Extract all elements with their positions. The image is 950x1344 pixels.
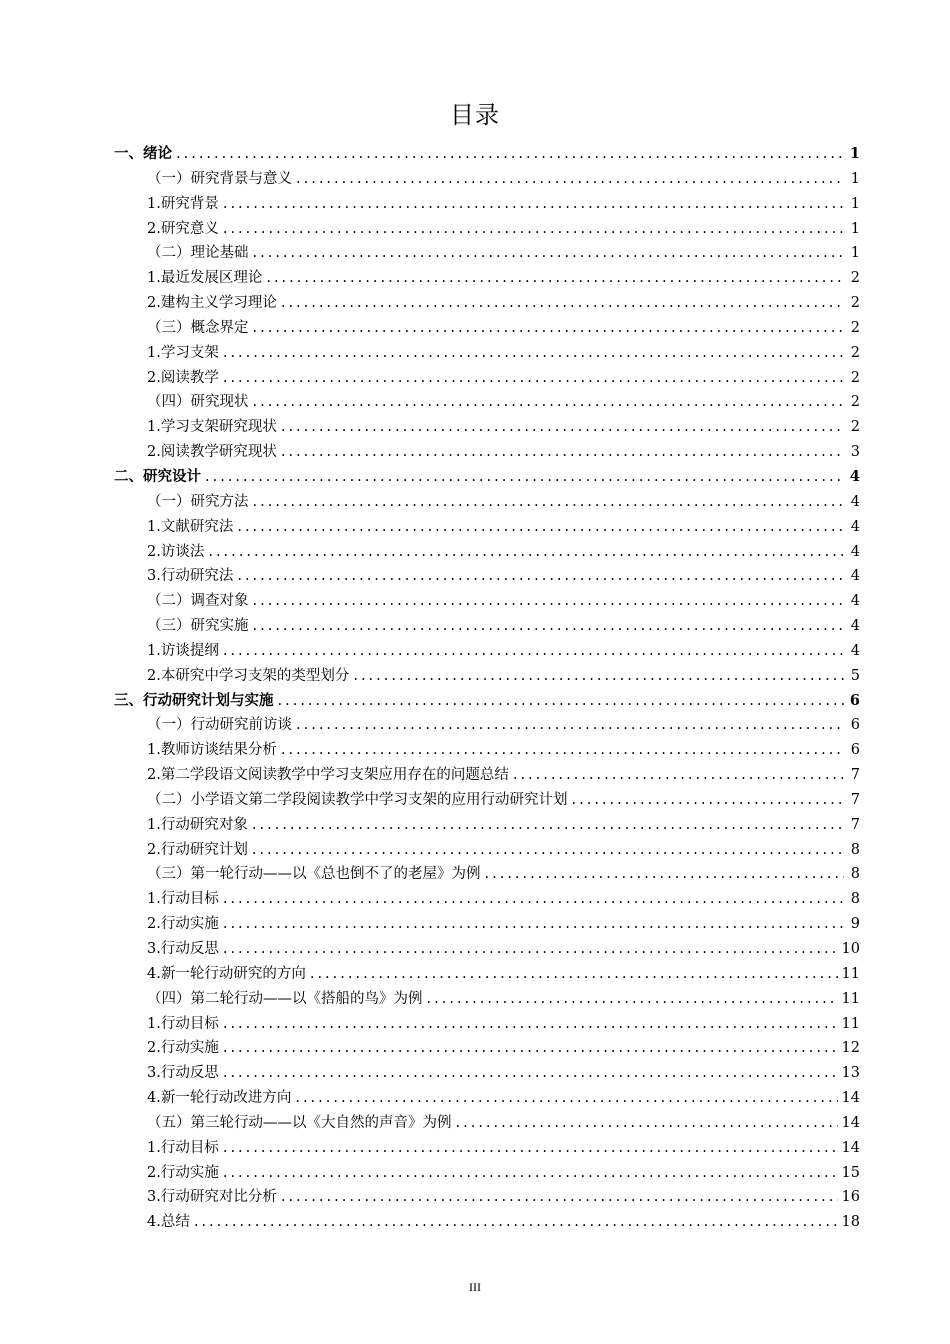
toc-leader-dots bbox=[485, 862, 845, 887]
toc-entry-page: 4 bbox=[850, 493, 860, 510]
toc-leader-dots bbox=[253, 390, 845, 415]
toc-entry[interactable] bbox=[114, 912, 860, 937]
toc-entry-page: 7 bbox=[850, 791, 860, 808]
toc-entry-title: 3.行动研究法 bbox=[147, 568, 234, 585]
toc-entry[interactable] bbox=[114, 987, 860, 1012]
toc-entry[interactable] bbox=[114, 291, 860, 316]
toc-entry-page: 4 bbox=[850, 642, 860, 659]
toc-entry-title: 2.阅读教学研究现状 bbox=[147, 444, 277, 461]
toc-entry-title: 2.行动实施 bbox=[147, 1164, 219, 1181]
toc-entry-page: 16 bbox=[841, 1189, 860, 1206]
toc-entry-title: 3.行动研究对比分析 bbox=[147, 1189, 277, 1206]
toc-leader-dots bbox=[237, 515, 844, 540]
toc-leader-dots bbox=[253, 316, 845, 341]
toc-entry-title: （一）研究背景与意义 bbox=[147, 170, 292, 187]
toc-entry[interactable] bbox=[114, 639, 860, 664]
toc-entry-page: 11 bbox=[841, 990, 860, 1007]
toc-entry-page: 4 bbox=[850, 618, 860, 635]
toc-leader-dots bbox=[223, 341, 844, 366]
toc-entry[interactable] bbox=[114, 962, 860, 987]
toc-entry[interactable] bbox=[114, 1210, 860, 1235]
toc-entry-title: 2.行动研究计划 bbox=[147, 841, 248, 858]
toc-entry-page: 12 bbox=[841, 1040, 860, 1057]
toc-entry-title: （二）理论基础 bbox=[147, 245, 249, 262]
toc-entry[interactable] bbox=[114, 838, 860, 863]
toc-entry[interactable] bbox=[114, 415, 860, 440]
toc-entry-page: 2 bbox=[850, 394, 860, 411]
toc-leader-dots bbox=[310, 962, 838, 987]
toc-entry-page: 15 bbox=[841, 1164, 860, 1181]
toc-entry[interactable] bbox=[114, 167, 860, 192]
toc-leader-dots bbox=[253, 490, 845, 515]
toc-leader-dots bbox=[223, 887, 844, 912]
toc-leader-dots bbox=[223, 639, 844, 664]
toc-leader-dots bbox=[176, 142, 844, 167]
toc-entry-page: 7 bbox=[850, 816, 860, 833]
toc-entry-page: 3 bbox=[850, 444, 860, 461]
toc-entry[interactable] bbox=[114, 614, 860, 639]
toc-entry-page: 6 bbox=[850, 742, 860, 759]
toc-entry-page: 4 bbox=[850, 543, 860, 560]
toc-entry-page: 1 bbox=[850, 170, 860, 187]
toc-entry-title: 2.研究意义 bbox=[147, 220, 219, 237]
toc-entry[interactable] bbox=[114, 540, 860, 565]
toc-entry[interactable] bbox=[114, 515, 860, 540]
toc-entry-title: （四）研究现状 bbox=[147, 394, 249, 411]
toc-leader-dots bbox=[223, 1036, 838, 1061]
toc-entry[interactable] bbox=[114, 1086, 860, 1111]
toc-entry-title: 二、研究设计 bbox=[114, 467, 201, 485]
toc-entry-page: 1 bbox=[850, 245, 860, 262]
toc-leader-dots bbox=[572, 788, 845, 813]
toc-entry-title: （三）第一轮行动——以《总也倒不了的老屋》为例 bbox=[147, 866, 481, 883]
toc-entry-page: 9 bbox=[850, 916, 860, 933]
toc-entry-title: （五）第三轮行动——以《大自然的声音》为例 bbox=[147, 1114, 452, 1131]
toc-entry[interactable] bbox=[114, 366, 860, 391]
toc-entry-title: 1.学习支架研究现状 bbox=[147, 419, 277, 436]
toc-leader-dots bbox=[223, 192, 844, 217]
toc-entry-page: 8 bbox=[850, 841, 860, 858]
toc-entry[interactable] bbox=[114, 788, 860, 813]
toc-entry[interactable] bbox=[114, 266, 860, 291]
toc-leader-dots bbox=[252, 813, 844, 838]
toc-entry-page: 4 bbox=[850, 593, 860, 610]
toc-entry-page: 7 bbox=[850, 767, 860, 784]
toc-entry-title: 3.行动反思 bbox=[147, 1065, 219, 1082]
toc-entry-page: 6 bbox=[850, 717, 860, 734]
toc-leader-dots bbox=[223, 1061, 838, 1086]
toc-leader-dots bbox=[223, 1012, 838, 1037]
toc-entry-page: 4 bbox=[850, 568, 860, 585]
toc-entry-title: 1.研究背景 bbox=[147, 195, 219, 212]
toc-leader-dots bbox=[252, 838, 844, 863]
toc-entry-title: （二）小学语文第二学段阅读教学中学习支架的应用行动研究计划 bbox=[147, 791, 568, 808]
toc-leader-dots bbox=[208, 540, 844, 565]
toc-entry[interactable] bbox=[114, 713, 860, 738]
toc-leader-dots bbox=[223, 1161, 838, 1186]
toc-entry-title: 4.新一轮行动研究的方向 bbox=[147, 965, 306, 982]
toc-entry-page: 4 bbox=[849, 467, 860, 485]
toc-entry-page: 8 bbox=[850, 866, 860, 883]
toc-entry-title: 1.学习支架 bbox=[147, 344, 219, 361]
toc-entry-page: 1 bbox=[850, 220, 860, 237]
toc-entry-title: 2.行动实施 bbox=[147, 916, 219, 933]
toc-entry-title: 1.行动目标 bbox=[147, 1139, 219, 1156]
toc-entry-page: 14 bbox=[841, 1139, 860, 1156]
toc-leader-dots bbox=[281, 415, 844, 440]
toc-entry-title: （三）研究实施 bbox=[147, 618, 249, 635]
toc-entry[interactable] bbox=[114, 440, 860, 465]
toc-entry[interactable] bbox=[114, 142, 860, 167]
toc-leader-dots bbox=[353, 664, 844, 689]
toc-entry[interactable] bbox=[114, 937, 860, 962]
toc-entry-page: 10 bbox=[841, 941, 860, 957]
toc-entry-page: 2 bbox=[850, 369, 860, 386]
toc-entry-title: （三）概念界定 bbox=[147, 319, 249, 336]
toc-leader-dots bbox=[223, 366, 844, 391]
toc-entry-title: 1.访谈提纲 bbox=[147, 642, 219, 659]
toc-leader-dots bbox=[513, 763, 844, 788]
toc-leader-dots bbox=[456, 1111, 838, 1136]
toc-entry-page: 4 bbox=[850, 518, 860, 535]
toc-entry-page: 13 bbox=[841, 1065, 860, 1082]
toc-leader-dots bbox=[295, 1086, 837, 1111]
table-of-contents bbox=[114, 142, 860, 1235]
toc-leader-dots bbox=[266, 266, 844, 291]
toc-entry-title: 2.访谈法 bbox=[147, 543, 205, 560]
toc-leader-dots bbox=[223, 912, 844, 937]
toc-entry[interactable] bbox=[114, 465, 860, 490]
toc-leader-dots bbox=[427, 987, 838, 1012]
toc-entry-title: 4.总结 bbox=[147, 1214, 190, 1231]
toc-entry-page: 5 bbox=[850, 667, 860, 684]
toc-leader-dots bbox=[253, 589, 845, 614]
page-title: 目录 bbox=[450, 101, 500, 129]
toc-entry[interactable] bbox=[114, 664, 860, 689]
toc-entry-title: （一）研究方法 bbox=[147, 493, 249, 510]
toc-entry[interactable] bbox=[114, 564, 860, 589]
toc-entry[interactable] bbox=[114, 1185, 860, 1210]
toc-leader-dots bbox=[253, 614, 845, 639]
toc-leader-dots bbox=[223, 1136, 838, 1161]
toc-leader-dots bbox=[281, 440, 844, 465]
toc-entry-page: 18 bbox=[841, 1214, 860, 1231]
toc-entry-title: 2.第二学段语文阅读教学中学习支架应用存在的问题总结 bbox=[147, 767, 509, 784]
toc-entry[interactable] bbox=[114, 390, 860, 415]
toc-entry-page: 1 bbox=[850, 195, 860, 212]
toc-leader-dots bbox=[253, 241, 845, 266]
toc-entry[interactable] bbox=[114, 763, 860, 788]
toc-entry-title: 2.建构主义学习理论 bbox=[147, 295, 277, 312]
toc-entry-title: 4.新一轮行动改进方向 bbox=[147, 1090, 292, 1107]
toc-entry-title: （二）调查对象 bbox=[147, 593, 249, 610]
toc-entry-title: 1.行动研究对象 bbox=[147, 816, 248, 833]
toc-entry[interactable] bbox=[114, 192, 860, 217]
toc-entry-title: 1.行动目标 bbox=[147, 891, 219, 908]
toc-entry[interactable] bbox=[114, 1161, 860, 1186]
toc-entry-page: 2 bbox=[850, 419, 860, 436]
toc-entry-title: 3.行动反思 bbox=[147, 941, 219, 957]
toc-entry-title: 2.行动实施 bbox=[147, 1040, 219, 1057]
toc-entry[interactable] bbox=[114, 1012, 860, 1037]
toc-leader-dots bbox=[281, 291, 844, 316]
toc-entry-page: 6 bbox=[849, 691, 860, 709]
toc-entry-title: 2.本研究中学习支架的类型划分 bbox=[147, 667, 350, 684]
toc-entry-page: 11 bbox=[841, 1015, 860, 1032]
toc-entry[interactable] bbox=[114, 1136, 860, 1161]
toc-leader-dots bbox=[205, 465, 844, 490]
toc-leader-dots bbox=[223, 217, 844, 242]
toc-entry[interactable] bbox=[114, 316, 860, 341]
page-number: III bbox=[469, 1280, 481, 1294]
toc-entry[interactable] bbox=[114, 813, 860, 838]
toc-entry-page: 2 bbox=[850, 270, 860, 287]
toc-entry[interactable] bbox=[114, 341, 860, 366]
toc-entry-title: 1.行动目标 bbox=[147, 1015, 219, 1032]
toc-leader-dots bbox=[281, 738, 844, 763]
toc-entry[interactable] bbox=[114, 217, 860, 242]
toc-entry[interactable] bbox=[114, 241, 860, 266]
toc-entry[interactable] bbox=[114, 490, 860, 515]
toc-entry[interactable] bbox=[114, 1061, 860, 1086]
toc-entry[interactable] bbox=[114, 1111, 860, 1136]
toc-entry-title: 1.文献研究法 bbox=[147, 518, 234, 535]
toc-leader-dots bbox=[194, 1210, 838, 1235]
toc-entry-title: 1.最近发展区理论 bbox=[147, 270, 263, 287]
toc-entry-title: 一、绪论 bbox=[114, 145, 172, 162]
toc-entry-page: 11 bbox=[841, 965, 860, 982]
toc-entry-page: 14 bbox=[841, 1090, 860, 1107]
toc-entry[interactable] bbox=[114, 1036, 860, 1061]
toc-entry-page: 8 bbox=[850, 891, 860, 908]
toc-entry-page: 2 bbox=[850, 344, 860, 361]
toc-entry-page: 2 bbox=[850, 319, 860, 336]
toc-entry-title: （一）行动研究前访谈 bbox=[147, 717, 292, 734]
toc-leader-dots bbox=[278, 689, 845, 714]
toc-leader-dots bbox=[237, 564, 844, 589]
toc-entry[interactable] bbox=[114, 887, 860, 912]
toc-entry-title: 1.教师访谈结果分析 bbox=[147, 742, 277, 759]
toc-leader-dots bbox=[223, 937, 838, 962]
toc-entry-page: 1 bbox=[849, 145, 860, 162]
toc-entry[interactable] bbox=[114, 738, 860, 763]
toc-entry-page: 2 bbox=[850, 295, 860, 312]
toc-entry[interactable] bbox=[114, 689, 860, 714]
toc-entry-title: 2.阅读教学 bbox=[147, 369, 219, 386]
toc-leader-dots bbox=[281, 1185, 838, 1210]
toc-entry-page: 14 bbox=[841, 1114, 860, 1131]
toc-entry[interactable] bbox=[114, 589, 860, 614]
toc-entry[interactable] bbox=[114, 862, 860, 887]
toc-entry-title: 三、行动研究计划与实施 bbox=[114, 691, 274, 709]
toc-leader-dots bbox=[296, 167, 844, 192]
toc-entry-title: （四）第二轮行动——以《搭船的鸟》为例 bbox=[147, 990, 423, 1007]
toc-leader-dots bbox=[296, 713, 844, 738]
